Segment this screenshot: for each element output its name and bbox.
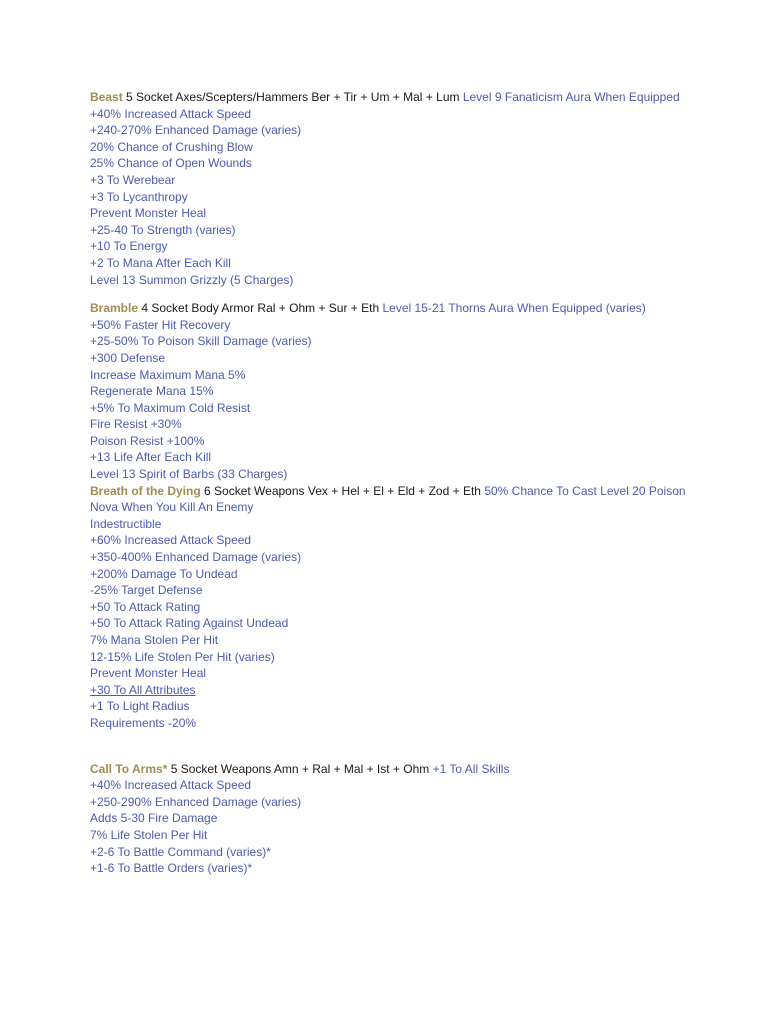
stat-line: +50% Faster Hit Recovery <box>90 317 231 332</box>
stat-line: 20% Chance of Crushing Blow <box>90 139 253 154</box>
runeword-base: 5 Socket Axes/Scepters/Hammers Ber + Tir + Um + Mal + Lum <box>126 90 460 104</box>
stat-line: Increase Maximum Mana 5% <box>90 367 246 382</box>
stat-line: Fire Resist +30% <box>90 417 182 432</box>
stat-line: +200% Damage To Undead <box>90 566 238 581</box>
runeword-first-stat: Level 15-21 Thorns Aura When Equipped (varies) <box>382 301 646 316</box>
stat-line: +60% Increased Attack Speed <box>90 533 252 548</box>
stat-line: +10 To Energy <box>90 239 168 254</box>
runeword-first-stat: 50% Chance To Cast Level 20 Poison Nova When You Kill An Enemy <box>90 483 686 515</box>
runeword-entry-breath-of-the-dying <box>90 483 690 732</box>
stat-line: +3 To Werebear <box>90 172 176 187</box>
stat-line: +250-290% Enhanced Damage (varies) <box>90 794 302 809</box>
runeword-entry-bramble <box>90 300 690 483</box>
stat-line: 7% Mana Stolen Per Hit <box>90 633 219 647</box>
stat-line: Indestructible <box>90 516 162 531</box>
stat-line: Poison Resist +100% <box>90 433 205 448</box>
stat-line: 25% Chance of Open Wounds <box>90 156 252 171</box>
stat-line: 7% Life Stolen Per Hit <box>90 827 208 842</box>
stat-line: +25-40 To Strength (varies) <box>90 222 236 237</box>
runeword-base: 4 Socket Body Armor Ral + Ohm + Sur + Eth <box>141 301 380 316</box>
stat-line: 12-15% Life Stolen Per Hit (varies) <box>90 649 275 664</box>
runeword-entry-call-to-arms <box>90 761 690 877</box>
stat-line: +40% Increased Attack Speed <box>90 778 252 793</box>
stat-line: +1 To Light Radius <box>90 699 190 714</box>
stat-line: +300 Defense <box>90 350 166 365</box>
runeword-document <box>90 89 690 877</box>
runeword-first-stat: +1 To All Skills <box>432 761 510 776</box>
stat-line: Prevent Monster Heal <box>90 206 207 221</box>
runeword-first-stat: Level 9 Fanaticism Aura When Equipped <box>462 90 680 104</box>
stat-line: Adds 5-30 Fire Damage <box>90 811 218 826</box>
stat-line: Level 13 Summon Grizzly (5 Charges) <box>90 272 294 287</box>
stat-line: +240-270% Enhanced Damage (varies) <box>90 123 302 138</box>
stat-line: +13 Life After Each Kill <box>90 450 212 465</box>
stat-line: +3 To Lycanthropy <box>90 189 188 204</box>
stat-line: +50 To Attack Rating <box>90 599 201 614</box>
stat-line: +40% Increased Attack Speed <box>90 106 252 121</box>
runeword-base: 6 Socket Weapons Vex + Hel + El + Eld + Zod + Eth <box>204 483 481 498</box>
stat-line: -25% Target Defense <box>90 583 203 598</box>
stat-line: +25-50% To Poison Skill Damage (varies) <box>90 334 312 349</box>
runeword-name: Beast <box>90 90 123 104</box>
stat-line: Requirements -20% <box>90 715 197 730</box>
stat-line: Level 13 Spirit of Barbs (33 Charges) <box>90 467 288 482</box>
runeword-name: Bramble <box>90 301 139 316</box>
stat-line: Regenerate Mana 15% <box>90 384 214 399</box>
stat-line: +1-6 To Battle Orders (varies)* <box>90 861 253 876</box>
runeword-name: Breath of the Dying <box>90 483 201 498</box>
stat-line: +350-400% Enhanced Damage (varies) <box>90 550 302 565</box>
runeword-name: Call To Arms* <box>90 761 168 776</box>
runeword-entry-beast <box>90 89 690 288</box>
stat-line: +50 To Attack Rating Against Undead <box>90 616 289 631</box>
stat-line: +2-6 To Battle Command (varies)* <box>90 844 271 859</box>
stat-line: +5% To Maximum Cold Resist <box>90 400 251 415</box>
runeword-base: 5 Socket Weapons Amn + Ral + Mal + Ist + Ohm <box>170 761 430 776</box>
stat-line: +2 To Mana After Each Kill <box>90 255 231 270</box>
stat-line: Prevent Monster Heal <box>90 666 207 681</box>
stat-line-link[interactable]: +30 To All Attributes <box>90 682 196 697</box>
